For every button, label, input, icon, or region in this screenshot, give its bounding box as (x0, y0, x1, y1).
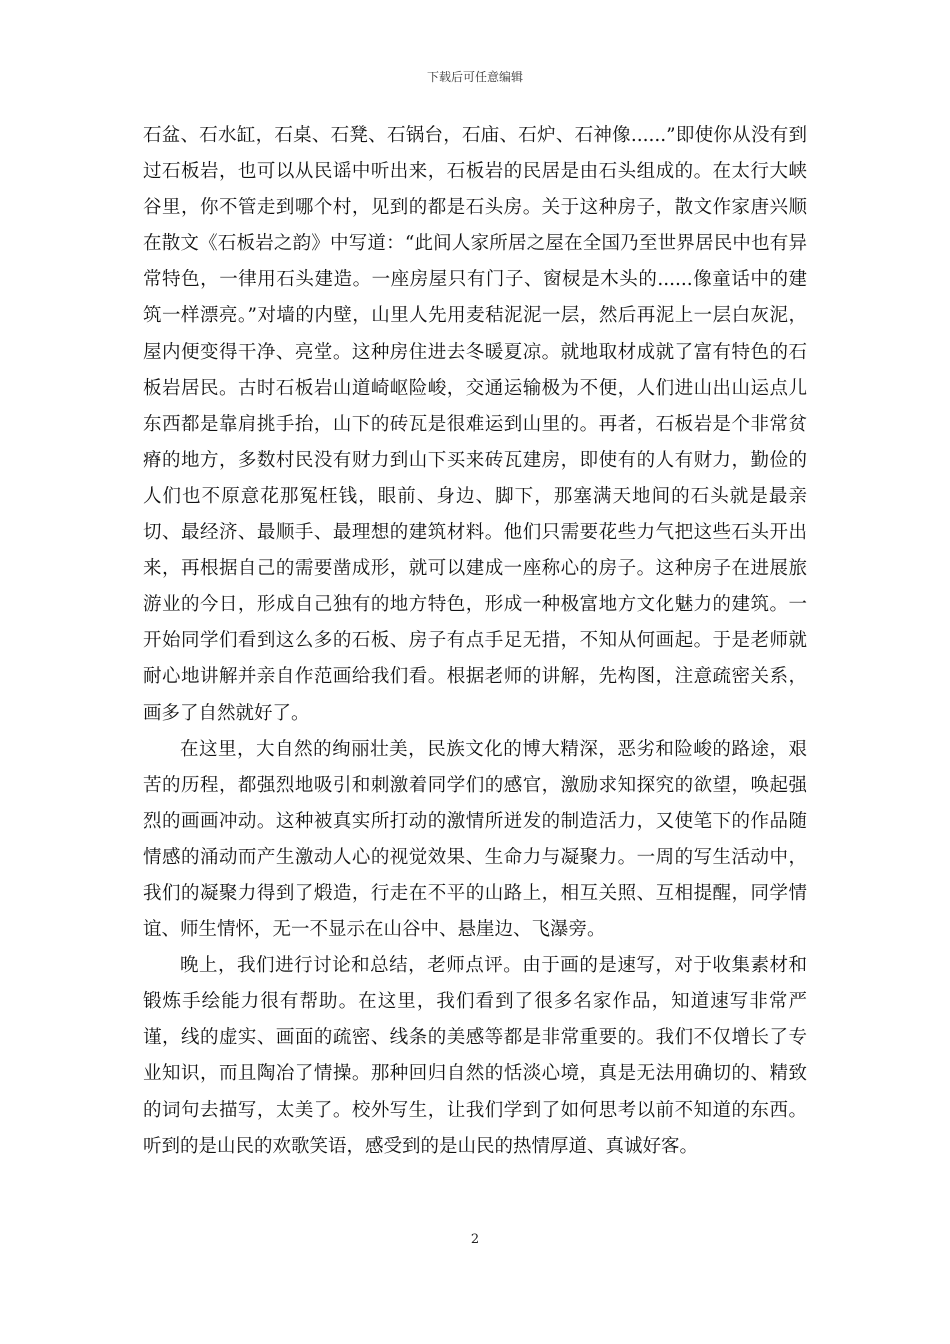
page-header: 下载后可任意编辑 (426, 70, 523, 84)
page-number: 2 (470, 1232, 480, 1247)
paragraph-3: 晚上，我们进行讨论和总结，老师点评。由于画的是速写，对于收集素材和锻炼手绘能力很有帮助。在这里，我们看到了很多名家作品，知道速写非常严谨，线的虚实、画面的疏密、线条的美感等都是非常重要的。我们不仅增长了专业知识，而且陶冶了情操。那种回归自然的恬淡心境，真是无法用确切的、精致的词句去描写，太美了。校外写生，让我们学到了如何思考以前不知道的东西。听到的是山民的欢歌笑语，感受到的是山民的热情厚道、真诚好客。 (143, 955, 807, 1157)
document-body (143, 118, 807, 1165)
paragraph-2: 在这里，大自然的绚丽壮美，民族文化的博大精深，恶劣和险峻的路途，艰苦的历程，都强烈地吸引和刺激着同学们的感官，激励求知探究的欲望，唤起强烈的画画冲动。这种被真实所打动的激情所迸发的制造活力，又使笔下的作品随情感的涌动而产生激动人心的视觉效果、生命力与凝聚力。一周的写生活动中，我们的凝聚力得到了煅造，行走在不平的山路上，相互关照、互相提醒，同学情谊、师生情怀，无一不显示在山谷中、悬崖边、飞瀑旁。 (143, 738, 807, 941)
paragraph-1: 石盆、石水缸，石桌、石凳、石锅台，石庙、石炉、石神像......”即使你从没有到过石板岩，也可以从民谣中听出来，石板岩的民居是由石头组成的。在太行大峡谷里，你不管走到哪个村，见到的都是石头房。关于这种房子，散文作家唐兴顺在散文《石板岩之韵》中写道：“此间人家所居之屋在全国乃至世界居民中也有异常特色，一律用石头建造。一座房屋只有门子、窗棂是木头的......像童话中的建筑一样漂亮。”对墙的内壁，山里人先用麦秸泥泥一层，然后再泥上一层白灰泥，屋内便变得干净、亮堂。这种房住进去冬暖夏凉。就地取材成就了富有特色的石板岩居民。古时石板岩山道崎岖险峻，交通运输极为不便，人们进山出山运点儿东西都是靠肩挑手抬，山下的砖瓦是很难运到山里的。再者，石板岩是个非常贫瘠的地方，多数村民没有财力到山下买来砖瓦建房，即使有的人有财力，勤俭的人们也不原意花那冤枉钱，眼前、身边、脚下，那塞满天地间的石头就是最亲切、最经济、最顺手、最理想的建筑材料。他们只需要花些力气把这些石头开出来，再根据自己的需要凿成形，就可以建成一座称心的房子。这种房子在进展旅游业的今日，形成自己独有的地方特色，形成一种极富地方文化魅力的建筑。一开始同学们看到这么多的石板、房子有点手足无措，不知从何画起。于是老师就耐心地讲解并亲自作范画给我们看。根据老师的讲解，先构图，注意疏密关系，画多了自然就好了。 (143, 125, 807, 724)
